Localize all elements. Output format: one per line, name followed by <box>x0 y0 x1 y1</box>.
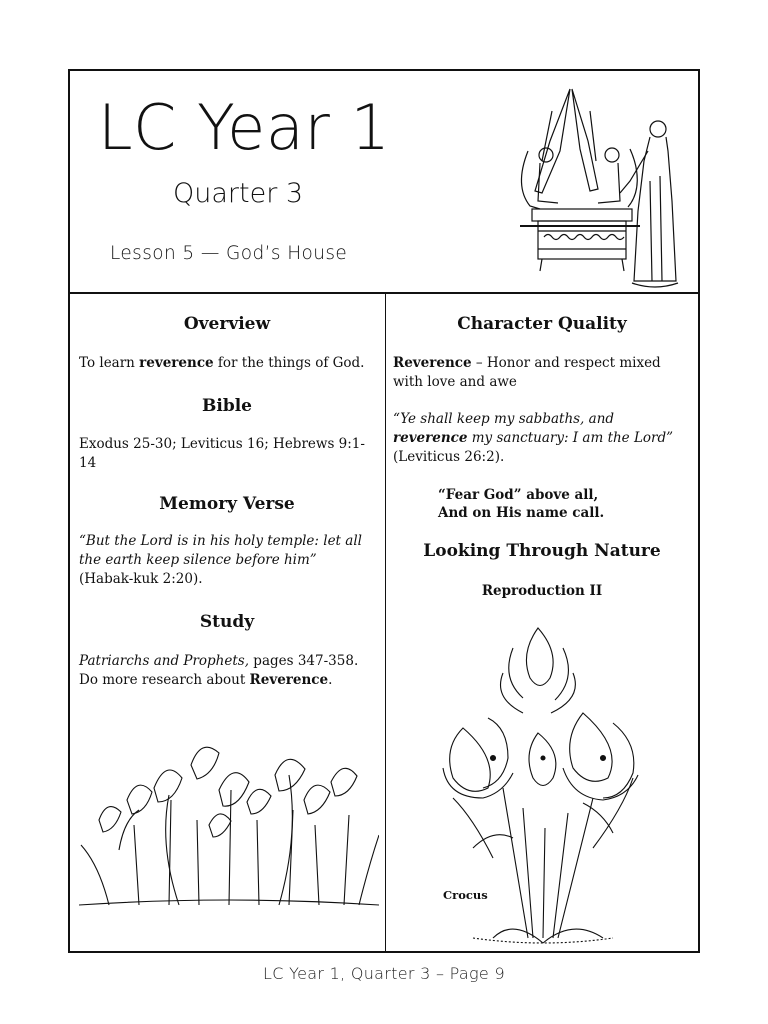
header-box <box>70 71 698 294</box>
crocus-caption: Crocus <box>443 888 488 902</box>
page-title: LC Year 1 <box>98 91 391 164</box>
memory-verse-text: “But the Lord is in his holy temple: let all the earth keep silence before him” (Habak-kuk 2:20). <box>79 533 362 587</box>
crocus-row-illustration <box>79 730 379 915</box>
overview-heading: Overview <box>183 314 271 334</box>
nature-heading: Looking Through Nature <box>423 541 661 561</box>
study-heading: Study <box>199 612 255 632</box>
quarter-title: Quarter 3 <box>173 178 304 209</box>
ark-of-covenant-illustration <box>480 81 680 291</box>
character-quality-verse: “Ye shall keep my sabbaths, and reverence my sanctuary: I am the Lord” (Leviticus 26:2). <box>393 411 674 465</box>
overview-text: To learn reverence for the things of God. <box>79 355 365 371</box>
poem-text: “Fear God” above all, And on His name call. <box>438 487 605 521</box>
character-quality-definition: Reverence – Honor and respect mixed with love and awe <box>393 355 661 390</box>
bible-text: Exodus 25-30; Leviticus 16; Hebrews 9:1-14 <box>79 436 365 471</box>
nature-subheading: Reproduction II <box>481 583 603 599</box>
study-text: Patriarchs and Prophets, pages 347-358. Do more research about Reverence. <box>79 653 359 688</box>
character-quality-heading: Character Quality <box>457 314 627 334</box>
column-divider <box>385 292 386 953</box>
lesson-title: Lesson 5 — God’s House <box>110 243 348 264</box>
page-footer: LC Year 1, Quarter 3 – Page 9 <box>263 964 505 983</box>
lesson-card <box>68 69 700 953</box>
bible-heading: Bible <box>202 396 252 416</box>
memory-verse-heading: Memory Verse <box>159 494 295 514</box>
